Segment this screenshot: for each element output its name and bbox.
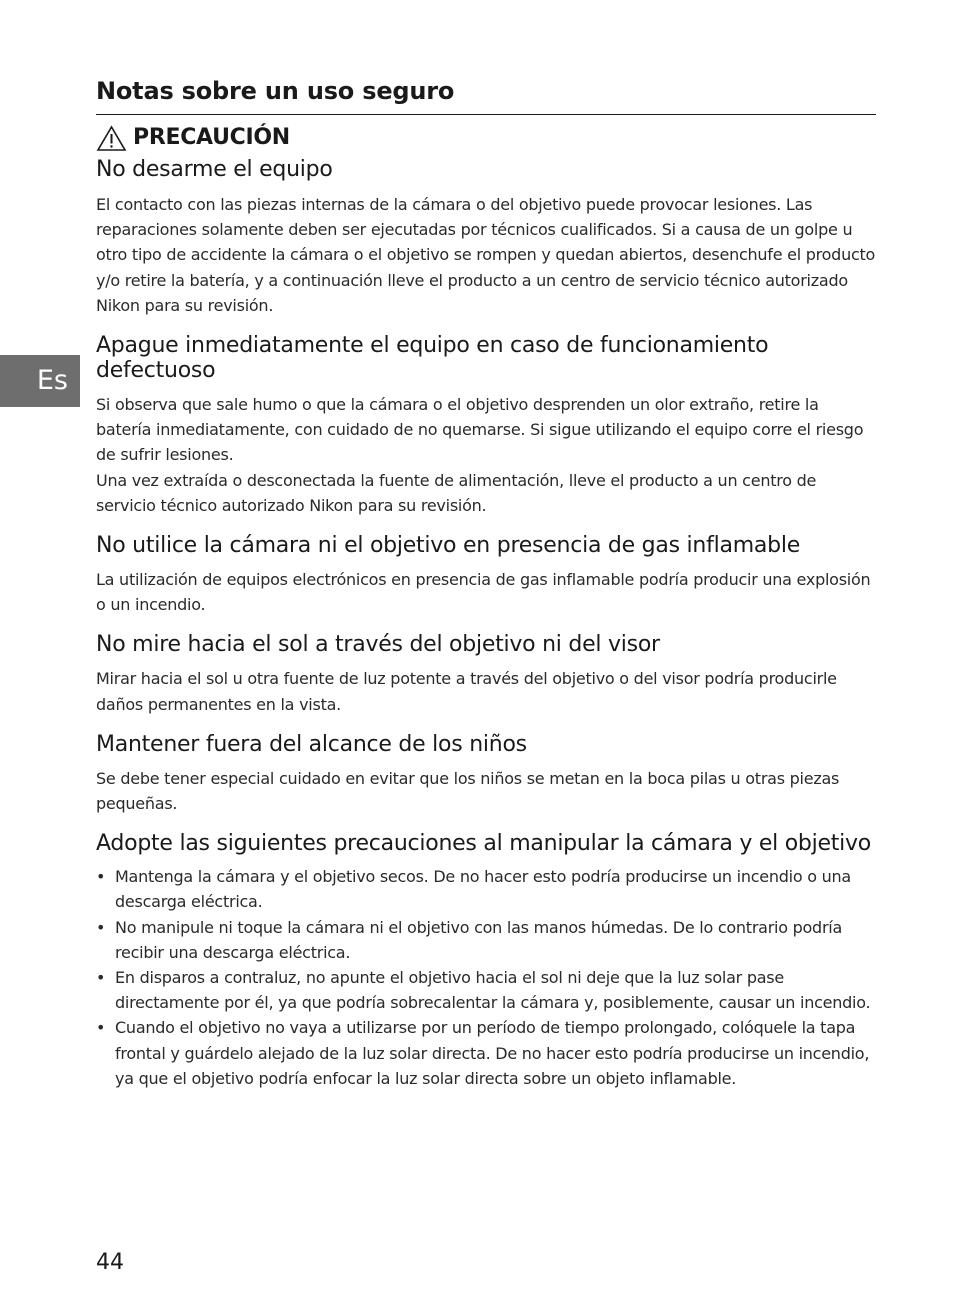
caution-heading <box>96 121 876 155</box>
section-title: Apague inmediatamente el equipo en caso de funcionamiento defectuoso <box>96 333 769 384</box>
caution-label: PRECAUCIÓN <box>133 125 290 150</box>
list-item: • Mantenga la cámara y el objetivo secos. De no hacer esto podría producirse un incendio o una descarga eléctrica. <box>96 864 876 914</box>
list-item: • Cuando el objetivo no vaya a utilizarse por un período de tiempo prolongado, colóquele la tapa frontal y guárdelo alejado de la luz solar directa. De no hacer esto podría producirse un incendio, ya que el objetivo podría enfocar la luz solar directa sobre un objeto inflamable. <box>96 1015 876 1091</box>
section-paragraph: Si observa que sale humo o que la cámara o el objetivo desprenden un olor extraño, retire la batería inmediatamente, con cuidado de no quemarse. Si sigue utilizando el equipo corre el riesgo de sufrir lesiones. <box>96 395 864 465</box>
section-paragraph: Se debe tener especial cuidado en evitar que los niños se metan en la boca pilas u otras piezas pequeñas. <box>96 768 840 814</box>
list-item: • En disparos a contraluz, no apunte el objetivo hacia el sol ni deje que la luz solar pase directamente por él, ya que podría sobrecalentar la cámara y, posiblemente, causar un incendio. <box>96 965 876 1015</box>
page-content <box>96 74 876 1091</box>
section-title: No desarme el equipo <box>96 157 333 182</box>
section-paragraph: La utilización de equipos electrónicos en presencia de gas inflamable podría producir una explosión o un incendio. <box>96 570 871 615</box>
section-title: Mantener fuera del alcance de los niños <box>96 731 527 757</box>
section-title: Adopte las siguientes precauciones al manipular la cámara y el objetivo <box>96 831 872 857</box>
language-tab-label: Es <box>36 365 68 396</box>
list-item: • No manipule ni toque la cámara ni el objetivo con las manos húmedas. De lo contrario podría recibir una descarga eléctrica. <box>96 915 876 965</box>
section-title: No utilice la cámara ni el objetivo en presencia de gas inflamable <box>96 533 800 559</box>
page-number: 44 <box>96 1250 124 1275</box>
section-title: No mire hacia el sol a través del objetivo ni del visor <box>96 632 660 658</box>
page-title: Notas sobre un uso seguro <box>96 74 876 115</box>
section-paragraph: Mirar hacia el sol u otra fuente de luz potente a través del objetivo o del visor podría producirle daños permanentes en la vista. <box>96 669 837 714</box>
warning-triangle-icon <box>96 125 127 152</box>
section-paragraph: El contacto con las piezas internas de la cámara o del objetivo puede provocar lesiones. Las reparaciones solamente deben ser ejecutadas por técnicos cualificados. Si a causa de un golpe u otro tipo de accidente la cámara o el objetivo se rompen y quedan abiertos, desenchufe el producto y/o retire la batería, y a continuación lleve el producto a un centro de servicio técnico autorizado Nikon para su revisión. <box>96 195 876 315</box>
language-tab <box>0 355 80 407</box>
precautions-list <box>96 864 876 1091</box>
section-paragraph: Una vez extraída o desconectada la fuente de alimentación, lleve el producto a un centro de servicio técnico autorizado Nikon para su revisión. <box>96 470 817 515</box>
